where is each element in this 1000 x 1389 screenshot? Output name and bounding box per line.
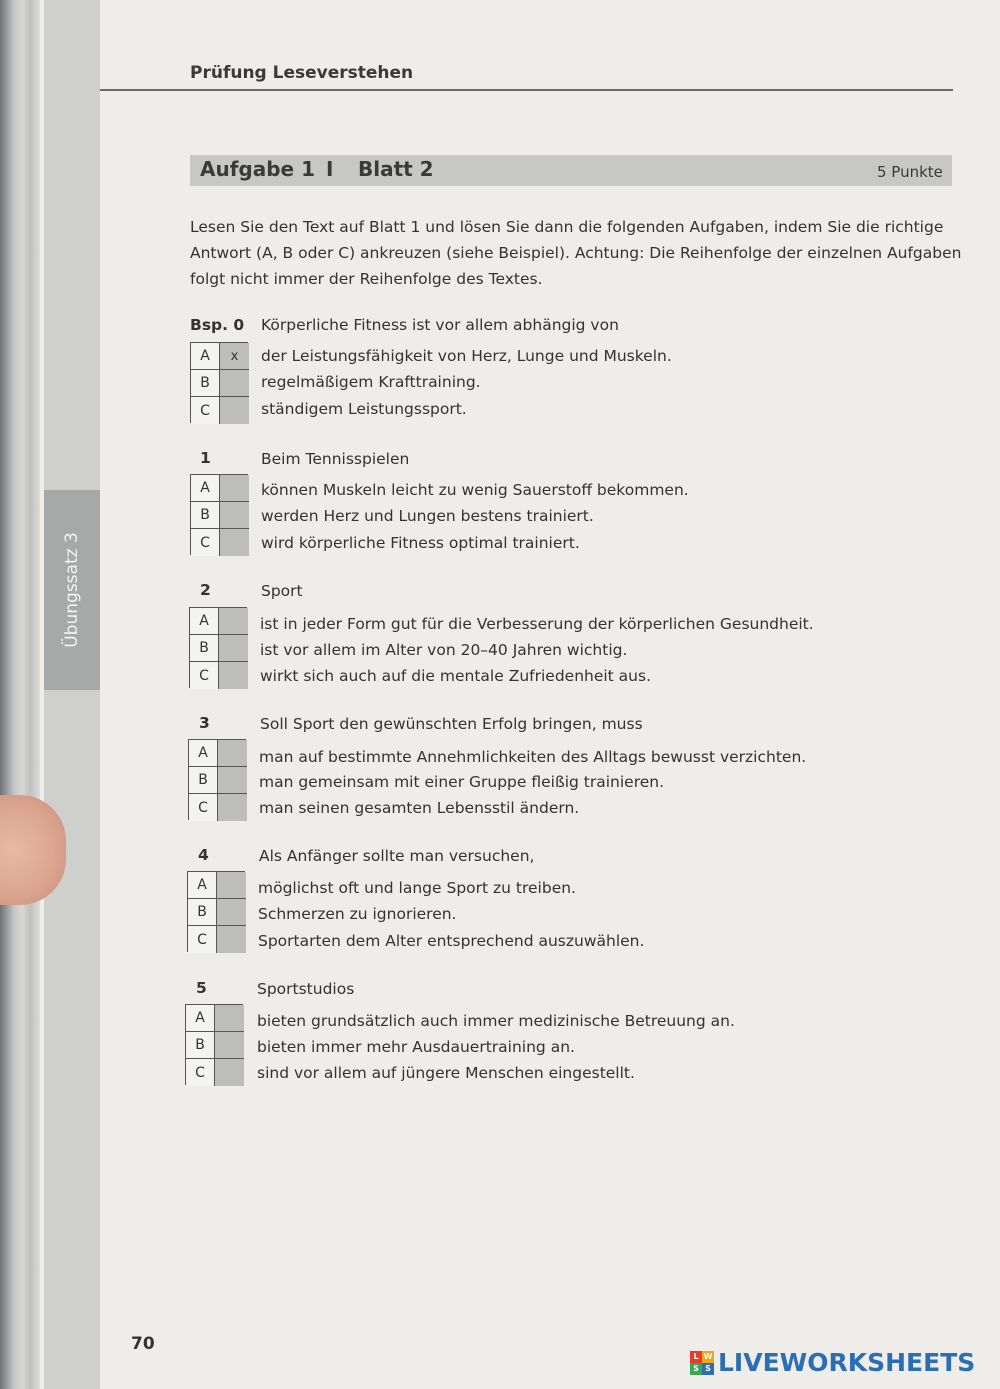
instructions-line: folgt nicht immer der Reihenfolge des Textes.: [190, 270, 543, 288]
answer-grid: [185, 1004, 243, 1085]
logo-tile: L: [690, 1351, 702, 1363]
answer-option: werden Herz und Lungen bestens trainiert.: [261, 507, 594, 525]
question-stem: Sportstudios: [257, 980, 355, 998]
option-letter: A: [191, 475, 220, 502]
section-tab-label: Übungssatz 3: [62, 532, 83, 648]
option-letter: B: [191, 370, 220, 397]
task-separator: I: [326, 157, 334, 181]
option-letter: C: [189, 794, 218, 821]
answer-option: bieten immer mehr Ausdauertraining an.: [257, 1038, 575, 1056]
logo-tile: W: [703, 1352, 713, 1361]
answer-checkbox[interactable]: [220, 370, 249, 397]
answer-checkbox[interactable]: [220, 529, 249, 556]
question-number: 1: [200, 449, 211, 467]
task-points: 5 Punkte: [877, 163, 943, 181]
instructions: [190, 214, 960, 292]
page-header-title: Prüfung Leseverstehen: [190, 63, 414, 83]
answer-checkbox[interactable]: [217, 872, 246, 899]
option-letter: A: [191, 343, 220, 370]
answer-checkbox[interactable]: [219, 635, 248, 662]
answer-grid: [187, 871, 245, 952]
worksheet-page: [40, 0, 1000, 1389]
option-letter: A: [189, 740, 218, 767]
answer-checkbox[interactable]: [218, 794, 247, 821]
brand-name: LIVEWORKSHEETS: [718, 1348, 976, 1377]
instructions-line: Lesen Sie den Text auf Blatt 1 und lösen Sie dann die folgenden Aufgaben, indem Sie die richtige: [190, 218, 944, 236]
answer-checkbox[interactable]: [215, 1059, 244, 1086]
task-title: Aufgabe 1: [200, 157, 315, 181]
question-number: Bsp. 0: [190, 316, 245, 334]
answer-option: Schmerzen zu ignorieren.: [258, 905, 457, 923]
option-letter: B: [191, 502, 220, 529]
answer-checkbox[interactable]: [218, 740, 247, 767]
answer-grid: [190, 342, 248, 423]
option-letter: C: [191, 397, 220, 424]
answer-checkbox[interactable]: [220, 502, 249, 529]
option-letter: C: [188, 926, 217, 953]
question-number: 3: [199, 714, 210, 732]
answer-option: man gemeinsam mit einer Gruppe fleißig trainieren.: [259, 773, 665, 791]
answer-option: der Leistungsfähigkeit von Herz, Lunge und Muskeln.: [261, 347, 672, 365]
question-number: 5: [196, 979, 207, 997]
answer-checkbox[interactable]: [217, 926, 246, 953]
option-letter: B: [190, 635, 219, 662]
margin-strip: [44, 0, 100, 1389]
answer-option: ist vor allem im Alter von 20–40 Jahren wichtig.: [260, 641, 628, 659]
answer-option: können Muskeln leicht zu wenig Sauerstoff bekommen.: [261, 481, 689, 499]
answer-option: wird körperliche Fitness optimal trainiert.: [261, 534, 580, 552]
section-tab: [44, 490, 100, 690]
answer-option: man seinen gesamten Lebensstil ändern.: [259, 799, 580, 817]
option-letter: A: [186, 1005, 215, 1032]
answer-option: wirkt sich auch auf die mentale Zufriedenheit aus.: [260, 667, 652, 685]
answer-checkbox[interactable]: [218, 767, 247, 794]
answer-option: möglichst oft und lange Sport zu treiben.: [258, 879, 576, 897]
task-sheet: Blatt 2: [358, 157, 434, 181]
liveworksheets-brand[interactable]: [690, 1348, 975, 1377]
answer-option: regelmäßigem Krafttraining.: [261, 373, 481, 391]
option-letter: C: [191, 529, 220, 556]
answer-grid: [189, 607, 247, 688]
question-number: 2: [200, 581, 211, 599]
option-letter: A: [190, 608, 219, 635]
question-stem: Soll Sport den gewünschten Erfolg bringen, muss: [260, 715, 643, 733]
answer-checkbox[interactable]: [220, 397, 249, 424]
logo-tile: S: [702, 1363, 714, 1375]
header-divider: [100, 89, 953, 91]
answer-option: ständigem Leistungssport.: [261, 400, 467, 418]
answer-option: sind vor allem auf jüngere Menschen eingestellt.: [257, 1064, 635, 1082]
liveworksheets-logo-icon: [690, 1351, 714, 1375]
answer-checkbox[interactable]: [217, 899, 246, 926]
answer-option: man auf bestimmte Annehmlichkeiten des Alltags bewusst verzichten.: [259, 748, 807, 766]
option-letter: B: [189, 767, 218, 794]
answer-checkbox[interactable]: [215, 1005, 244, 1032]
answer-option: Sportarten dem Alter entsprechend auszuwählen.: [258, 932, 645, 950]
logo-tile: S: [690, 1363, 702, 1375]
answer-option: ist in jeder Form gut für die Verbesserung der körperlichen Gesundheit.: [260, 615, 814, 633]
question-stem: Sport: [261, 582, 303, 600]
question-stem: Körperliche Fitness ist vor allem abhängig von: [261, 316, 619, 334]
question-number: 4: [198, 846, 209, 864]
option-letter: B: [188, 899, 217, 926]
option-letter: C: [186, 1059, 215, 1086]
answer-grid: [188, 739, 246, 820]
answer-checkbox[interactable]: [215, 1032, 244, 1059]
answer-checkbox[interactable]: [219, 608, 248, 635]
instructions-line: Antwort (A, B oder C) ankreuzen (siehe Beispiel). Achtung: Die Reihenfolge der einzelnen Aufgaben: [190, 244, 962, 262]
answer-checkbox[interactable]: [220, 475, 249, 502]
answer-checkbox[interactable]: [219, 662, 248, 689]
page-number: 70: [131, 1334, 155, 1354]
answer-grid: [190, 474, 248, 555]
option-letter: A: [188, 872, 217, 899]
option-letter: C: [190, 662, 219, 689]
question-stem: Beim Tennisspielen: [261, 450, 410, 468]
question-stem: Als Anfänger sollte man versuchen,: [259, 847, 535, 865]
answer-option: bieten grundsätzlich auch immer medizinische Betreuung an.: [257, 1012, 735, 1030]
option-letter: B: [186, 1032, 215, 1059]
answer-checkbox[interactable]: x: [220, 343, 249, 370]
